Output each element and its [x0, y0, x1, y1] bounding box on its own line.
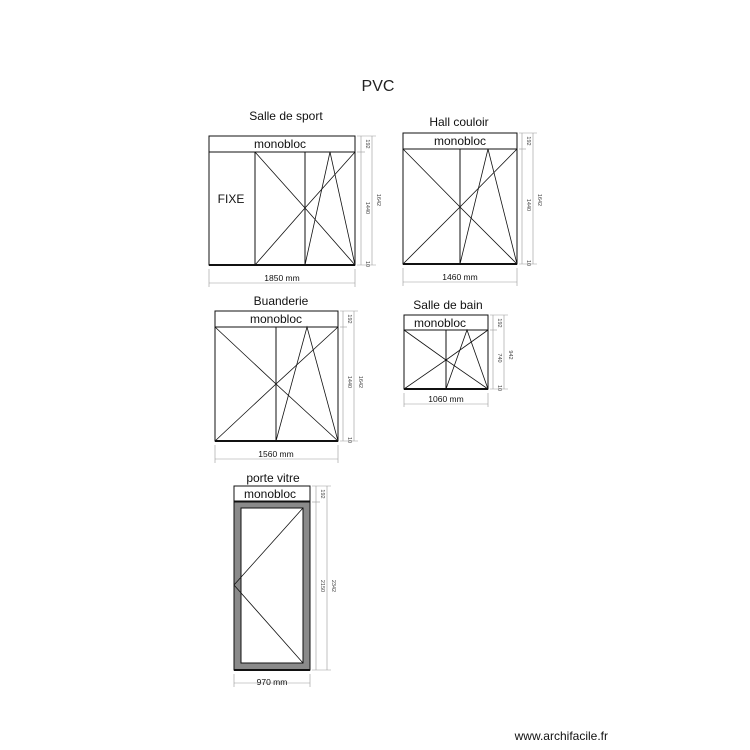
- opening-indicator: [215, 327, 276, 441]
- window-frame: [209, 152, 355, 265]
- width-dimension: 1460 mm: [442, 272, 478, 282]
- opening-indicator: [403, 149, 460, 264]
- opening-indicator: [404, 330, 446, 389]
- band-height-dimension: 192: [319, 489, 325, 499]
- width-dimension: 1560 mm: [258, 449, 294, 459]
- monobloc-label: monobloc: [243, 487, 297, 501]
- window-hall-couloir: [403, 115, 542, 286]
- base-dimension: 10: [496, 384, 502, 392]
- opening-indicator: [276, 327, 338, 441]
- monobloc-label: monobloc: [413, 316, 467, 330]
- band-height-dimension: 192: [496, 318, 502, 328]
- window-label: Hall couloir: [429, 115, 489, 129]
- band-height-dimension: 192: [346, 314, 352, 324]
- opening-indicator: [446, 330, 488, 389]
- total-height-dimension: 1642: [357, 375, 363, 389]
- total-height-dimension: 2342: [330, 579, 336, 593]
- width-dimension: 1060 mm: [428, 394, 464, 404]
- window-label: porte vitre: [246, 471, 300, 485]
- window-label: Salle de bain: [413, 298, 483, 312]
- page-title: PVC: [361, 78, 395, 95]
- total-height-dimension: 1642: [375, 193, 381, 207]
- monobloc-label: monobloc: [253, 137, 307, 151]
- width-dimension: 1850 mm: [264, 273, 300, 283]
- watermark-text[interactable]: www.archifacile.fr: [514, 729, 608, 743]
- band-height-dimension: 192: [364, 139, 370, 149]
- width-dimension: 970 mm: [256, 677, 288, 687]
- frame-height-dimension: 1440: [525, 198, 531, 212]
- opening-indicator: [460, 149, 517, 264]
- fixed-pane-label: FIXE: [217, 192, 245, 206]
- total-height-dimension: 942: [507, 350, 513, 360]
- window-buanderie: [215, 294, 363, 463]
- base-dimension: 10: [525, 259, 531, 267]
- window-label: Salle de sport: [249, 109, 323, 123]
- opening-indicator: [305, 152, 355, 265]
- window-label: Buanderie: [253, 294, 309, 308]
- total-height-dimension: 1642: [536, 193, 542, 207]
- frame-height-dimension: 1440: [364, 201, 370, 215]
- opening-indicator: [234, 508, 303, 663]
- base-dimension: 10: [346, 436, 352, 444]
- frame-height-dimension: 1440: [346, 375, 352, 389]
- opening-indicator: [305, 152, 355, 265]
- window-salle-de-bain: [404, 298, 513, 407]
- opening-indicator: [446, 330, 488, 389]
- opening-indicator: [255, 152, 305, 265]
- monobloc-label: monobloc: [433, 134, 487, 148]
- frame-height-dimension: 740: [496, 353, 502, 363]
- base-dimension: 10: [364, 260, 370, 268]
- door-porte-vitre: [234, 471, 336, 687]
- frame-height-dimension: 2150: [319, 579, 325, 593]
- opening-indicator: [276, 327, 338, 441]
- monobloc-label: monobloc: [249, 312, 303, 326]
- window-salle-de-sport: [209, 109, 381, 287]
- opening-indicator: [460, 149, 517, 264]
- band-height-dimension: 192: [525, 136, 531, 146]
- door-frame: [234, 502, 310, 670]
